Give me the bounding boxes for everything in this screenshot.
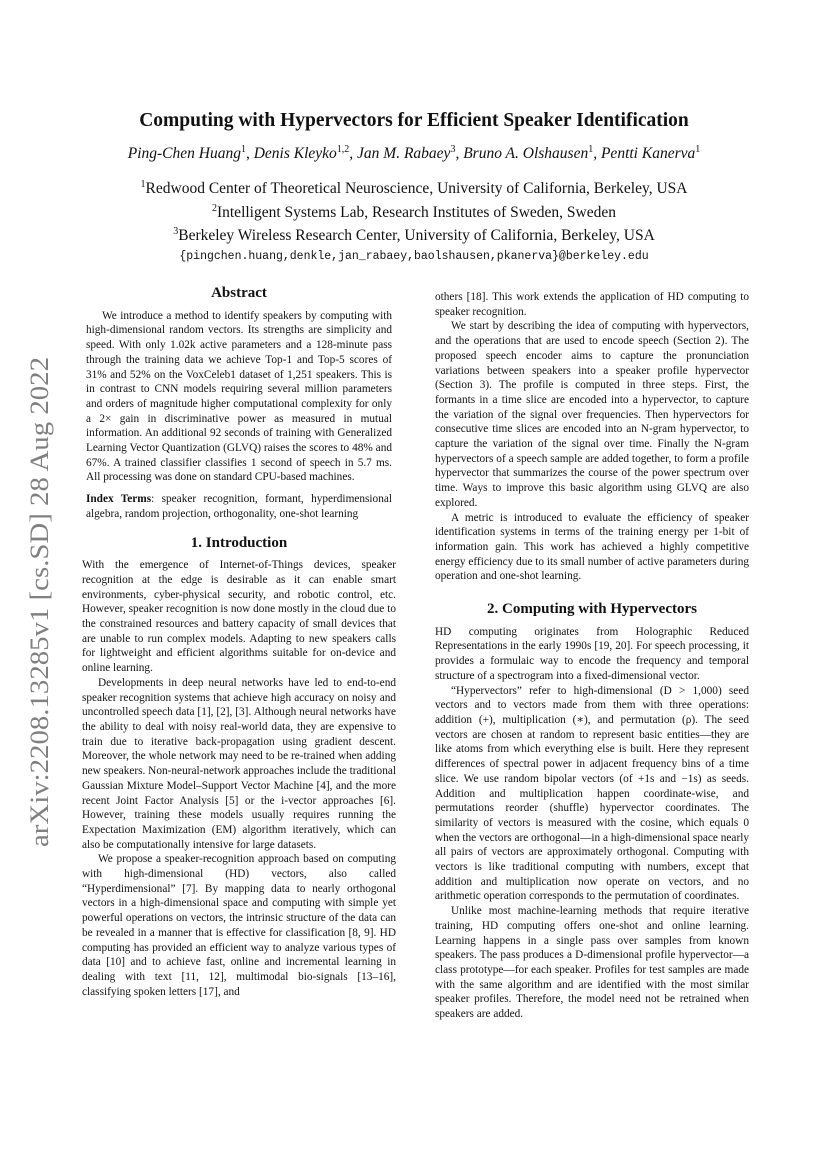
paragraph: Developments in deep neural networks have led to end-to-end speaker recognition systems that achieve high accuracy on noisy and uncontrolled speech data [1], [2], [3]. Although neural networks have the ability to deal with noisy real-world data, they are expensive to train due to iterative back-propagation using gradient descent. Moreover, the whole network may need to be re-trained when adding new speakers. Non-neural-network approaches include the traditional Gaussian Mixture Model–Support Vector Machine [4], and the more recent Joint Factor Analysis [5] or the i-vector approaches [6]. However, training these models usually requires running the Expectation Maximization (EM) algorithm iteratively, which can also be computationally intensive for large datasets.	[82, 676, 396, 851]
section-heading-introduction: 1. Introduction	[190, 534, 288, 551]
paragraph: others [18]. This work extends the application of HD computing to speaker recognition.	[435, 291, 749, 318]
paper-header	[0, 110, 828, 263]
affiliation	[0, 199, 828, 223]
affiliation-number: 2	[211, 202, 217, 214]
abstract-block	[82, 309, 396, 522]
paper-title: Computing with Hypervectors for Efficient Speaker Identification	[139, 110, 689, 131]
author-name: Bruno A. Olshausen	[463, 145, 589, 163]
paragraph: Unlike most machine-learning methods that require iterative training, HD computing offers one-shot and online learning. Learning happens in a single pass over samples from known speakers. The pass produces a D-dimensional profile hypervector—a class prototype—for each speaker. Profiles for test samples are made with the same algorithm and are identified with the most similar speaker profiles. Therefore, the model need not be retrained when speakers are added.	[435, 905, 749, 1021]
author-emails: {pingchen.huang,denkle,jan_rabaey,baolshausen,pkanerva}@berkeley.edu	[179, 250, 649, 264]
author-affiliation-mark: 1	[240, 144, 246, 155]
author-affiliation-mark: 3	[450, 144, 456, 155]
author-affiliation-mark: 1,2	[336, 144, 350, 155]
affiliation-number: 3	[173, 226, 179, 238]
affiliation-text: Intelligent Systems Lab, Research Institutes of Sweden, Sweden	[216, 203, 617, 221]
abstract-heading: Abstract	[211, 285, 267, 301]
author-name: Jan M. Rabaey	[357, 145, 451, 163]
author-name: Denis Kleyko	[253, 145, 337, 163]
paragraph: We propose a speaker-recognition approach based on computing with high-dimensional (HD) vectors, also called “Hyperdimensional” [7]. By mapping data to nearly orthogonal vectors in a high-dimensional space and computing with simple yet powerful operations on vectors, the intrinsic structure of the data can be revealed in a manner that is effective for classification [8, 9]. HD computing has provided an efficient way to analyze various types of data [10] and to achieve fast, online and incremental learning in dealing with text [11, 12], multimodal bio-signals [13–16], classifying spoken letters [17], and	[82, 853, 396, 998]
affiliation-text: Redwood Center of Theoretical Neuroscience, University of California, Berkeley, USA	[145, 180, 688, 198]
arxiv-identifier-stamp	[18, 357, 58, 847]
affiliation-text: Berkeley Wireless Research Center, University of California, Berkeley, USA	[178, 227, 655, 245]
section-heading-computing-with-hypervectors: 2. Computing with Hypervectors	[487, 601, 697, 618]
author-affiliation-mark: 1	[695, 144, 701, 155]
affiliation	[0, 222, 828, 246]
paragraph: HD computing originates from Holographic Reduced Representations in the early 1990s [19, 20]. For speech processing, it provides a formulaic way to encode the frequency and temporal structure of a spectrogram into a fixed-dimensional vector.	[435, 625, 749, 682]
author-list: Ping-Chen Huang$^1$, Denis Kleyko$^{1,2}$, Jan M. Rabaey$^3$, Bruno A. Olshausen$^1$, Pentti Kanerva$^1$	[127, 144, 701, 163]
paragraph: With the emergence of Internet-of-Things devices, speaker recognition at the edge is desirable as it can enable smart environments, cyber-physical security, and robotic control, etc. However, speaker recognition is now done mostly in the cloud due to the constrained resources and battery capacity of small devices that are unable to run complex models. Adapting to new speakers calls for lightweight and efficient algorithms suitable for on-device and online learning.	[82, 559, 396, 675]
left-column	[82, 286, 396, 999]
index-terms-text: : speaker recognition, formant, hyperdimensional algebra, random projection, orthogonality, one-shot learning	[86, 493, 393, 520]
author-name: Ping-Chen Huang	[127, 145, 241, 163]
affiliation	[0, 175, 828, 199]
author-affiliation-mark: 1	[588, 144, 594, 155]
abstract-text: We introduce a method to identify speakers by computing with high-dimensional random vectors. Its strengths are simplicity and speed. With only 1.02k active parameters and a 128-minute pass through the training data we achieve Top-1 and Top-5 scores of 31% and 52% on the VoxCeleb1 dataset of 1,251 speakers. This is in contrast to CNN models requiring several million parameters and orders of magnitude higher computational complexity for only a 2× gain in discriminative power as measured in mutual information. An additional 92 seconds of training with Generalized Learning Vector Quantization (GLVQ) raises the scores to 48% and 67%. A trained classifier classifies 1 second of speech in 5.7 ms. All processing was done on standard CPU-based machines.	[86, 309, 392, 484]
paragraph: “Hypervectors” refer to high-dimensional (D > 1,000) seed vectors and to vectors made from them with three operations: addition (+), multiplication (∗), and permutation (ρ). The seed vectors are chosen at random to represent basic entities—they are like atoms from which everything else is built. Here they represent differences of spectral power in adjacent frequency bins of a time slice. We use random bipolar vectors (of +1s and −1s) as seeds. Addition and multiplication happen coordinate-wise, and permutations reorder (shuffle) hypervector coordinates. The similarity of vectors is measured with the cosine, which equals 0 when the vectors are orthogonal—in a high-dimensional space nearly all pairs of vectors are approximately orthogonal. Computing with vectors is like traditional computing with numbers, except that addition and multiplication now operate on vectors, and no arithmetic operation corresponds to the permutation of coordinates.	[435, 684, 749, 903]
right-column	[435, 290, 749, 1022]
affiliation-number: 1	[140, 179, 146, 191]
paragraph: We start by describing the idea of computing with hypervectors, and the operations that are used to encode speech (Section 2). The proposed speech encoder aims to capture the pronunciation variations between speakers into a speaker profile hypervector (Section 3). The profile is computed in three steps. First, the formants in a time slice are encoded into a hypervector, to capture the variation of the signal over frequencies. Then hypervectors for consecutive time slices are encoded into an N-gram hypervector, to capture the variation of the signal over time. Finally the N-gram hypervectors of a speech sample are added together, to form a profile hypervector that summarizes the course of the power spectrum over time. Ways to improve this basic algorithm using GLVQ are also explored.	[435, 320, 749, 509]
author-name: Pentti Kanerva	[600, 145, 696, 163]
arxiv-stamp-svg	[18, 357, 58, 847]
paragraph: A metric is introduced to evaluate the efficiency of speaker identification systems in terms of the training energy per 1-bit of information gain. This work has achieved a highly competitive energy efficiency due to its small number of active parameters during operation and one-shot learning.	[435, 511, 749, 583]
index-terms-label: Index Terms	[86, 493, 152, 506]
affiliation-list	[0, 175, 828, 246]
index-terms	[86, 492, 392, 521]
arxiv-stamp-text: arXiv:2208.13285v1 [cs.SD] 28 Aug 2022	[25, 405, 54, 847]
